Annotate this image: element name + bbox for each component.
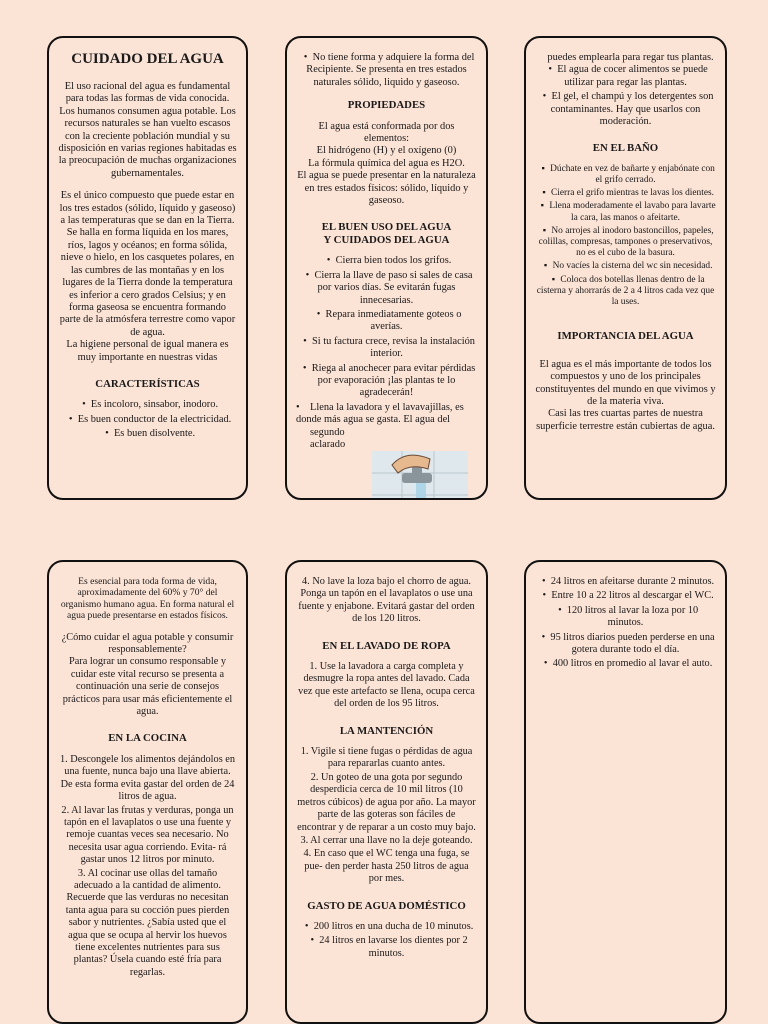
bullet-icon: ▪ — [542, 225, 547, 236]
bath-list — [535, 164, 716, 308]
importance-heading: IMPORTANCIA DEL AGUA — [557, 330, 694, 343]
maintenance-list — [297, 746, 476, 885]
consumption-list — [536, 576, 715, 671]
list-item: • 24 litros en afeitarse durante 2 minutos. — [536, 576, 715, 588]
list-item: 4. En caso que el WC tenga una fuga, se pue- den perder hasta 250 litros de agua por mes. — [303, 848, 470, 885]
bullet-icon: • — [326, 255, 331, 267]
list-item: ▪ Llena moderadamente el lavabo para lavarte la cara, las manos o afeitarte. — [535, 201, 716, 223]
list-item: 3. Al cerrar una llave no la deje goteando. — [300, 834, 473, 846]
list-item: • Llena la lavadora y el lavavajillas, es donde más agua se gasta. El agua del segundo aclarado — [296, 401, 464, 450]
kitchen-heading: EN LA COCINA — [108, 732, 187, 745]
list-item: • Es buen disolvente. — [58, 428, 237, 440]
answer-text: Para lograr un consumo responsable y cuidar este vital recurso se presenta a continuación una serie de consejos prácticos para usar más eficientemente el agua. — [62, 656, 233, 718]
bullet-icon: • — [296, 401, 300, 413]
list-item: • 400 litros en promedio al lavar el auto. — [536, 658, 715, 670]
bullet-icon: • — [304, 920, 309, 932]
question-text: ¿Cómo cuidar el agua potable y consumir responsablemente? — [61, 631, 234, 656]
bullet-icon: ▪ — [540, 201, 544, 212]
list-item: • Si tu factura crece, revisa la instalación interior. — [296, 336, 477, 361]
bullet-icon: • — [303, 52, 308, 63]
brochure-panel-kitchen — [47, 560, 248, 1024]
list-item: • Cierra la llave de paso si sales de casa por varios días. Se evitarán fugas innecesarias. — [296, 270, 477, 307]
list-item: • Repara inmediatamente goteos o averías. — [296, 309, 477, 334]
list-item: 1. Descongele los alimentos dejándolos en una fuente, nunca bajo una llave abierta. De esta forma evita gastar del orden de 24 litros de agua. — [59, 753, 235, 803]
bullet-icon: ▪ — [551, 274, 556, 285]
list-item: 2. Un goteo de una gota por segundo desperdicia cerca de 10 mil litros (10 metros cúbicos) de agua por año. La mayor parte de las goteras son fáciles de encontrar y de reparar a un costo muy bajo. — [297, 771, 476, 833]
list-item: • El agua de cocer alimentos se puede utilizar para regar las plantas. — [535, 64, 716, 89]
properties-line: El hidrógeno (H) y el oxígeno (0) — [316, 145, 457, 157]
bullet-icon: • — [302, 362, 307, 374]
bullet-icon: • — [310, 935, 315, 947]
list-item: • Cierra bien todos los grifos. — [296, 255, 477, 267]
list-item: • 95 litros diarios pueden perderse en una gotera durante todo el día. — [536, 632, 715, 657]
laundry-heading: EN EL LAVADO DE ROPA — [322, 639, 451, 652]
importance-paragraph: El agua es el más importante de todos los compuestos y uno de los principales constituyentes del mundo en que vivimos y de la materia viva. — [535, 358, 716, 407]
bullet-icon: • — [542, 590, 547, 602]
list-item: • 200 litros en una ducha de 10 minutos. — [297, 921, 476, 933]
brochure-panel-bath — [524, 36, 727, 500]
bullet-icon: • — [542, 576, 546, 587]
properties-line: El agua se puede presentar en la naturaleza en tres estados físicos: sólido, líquido y gaseoso. — [297, 170, 476, 207]
laundry-tip: 1. Use la lavadora a carga completa y desmugre la ropa antes del lavado. Cada vez que este artefacto se llena, ocupa cerca del orden de los 95 litros. — [298, 661, 475, 710]
bullet-icon: • — [541, 631, 546, 643]
list-item: ▪ No vacíes la cisterna del wc sin necesidad. — [535, 261, 716, 272]
form-bullet-list — [296, 52, 477, 89]
bullet-icon: ▪ — [543, 261, 548, 272]
bath-heading: EN EL BAÑO — [592, 142, 659, 155]
bullet-icon: • — [68, 413, 73, 425]
brochure-panel-laundry — [285, 560, 488, 1024]
states-paragraph: Es el único compuesto que puede estar en los tres estados (sólido, líquido y gaseoso) a las temperaturas que se dan en la Tierra. Se halla en forma líquida en los mares, ríos, lagos y océanos; en forma sólida, nieve o hielo, en los casquetes polares, en las cumbres de las montañas y en los lugares de la Tierra donde la temperatura es inferior a cero grados Celsius; y en forma gaseosa se encuentra formando parte de la atmósfera terrestre como vapor de agua. — [59, 190, 236, 338]
list-item: • Riega al anochecer para evitar pérdidas por evaporación ¡las plantas te lo agradecerán! — [296, 363, 477, 400]
faucet-icon — [372, 451, 468, 500]
characteristics-list — [58, 399, 237, 440]
list-item: ▪ Dúchate en vez de bañarte y enjabónate con el grifo cerrado. — [535, 164, 716, 186]
intro-paragraph: Es esencial para toda forma de vida, aproximadamente del 60% y 70° del organismo humano agua. En forma natural el agua puede presentarse en estados físicos. — [60, 576, 235, 622]
bullet-icon: • — [303, 335, 307, 347]
list-item: ▪ Cierra el grifo mientras te lavas los dientes. — [535, 188, 716, 199]
good-use-heading-line2: Y CUIDADOS DEL AGUA — [323, 233, 450, 246]
bullet-icon: • — [82, 399, 86, 411]
brochure-panel-properties — [285, 36, 488, 500]
bullet-icon: ▪ — [542, 188, 546, 199]
list-item: • El gel, el champú y los detergentes son contaminantes. Hay que usarlos con moderación. — [535, 91, 716, 128]
properties-line: El agua está conformada por dos elementos: — [318, 120, 455, 145]
list-item: 3. Al cocinar use ollas del tamaño adecuado a la cantidad de alimento. Recuerde que las verduras no necesitan tanta agua para su cocción pues pierden sabor y nutrientes. ¿Sabía usted que el agua que se ocupa al hervir los huevos tiene excelentes nutrientes para sus plantas? Úsela cuando esté fría para regarlas. — [65, 867, 230, 978]
maintenance-heading: LA MANTENCIÓN — [339, 724, 434, 737]
bullet-icon: • — [543, 658, 548, 670]
brochure-panel-cover — [47, 36, 248, 500]
properties-heading: PROPIEDADES — [347, 99, 426, 112]
list-item: ▪ No arrojes al inodoro bastoncillos, papeles, colillas, compresas, tampones o preservativos, no es el cubo de la basura. — [538, 225, 714, 259]
dishes-tip: 4. No lave la loza bajo el chorro de agua. Ponga un tapón en el lavaplatos o use una fuente y enjabone. Evitará gastar del orden de los 120 litros. — [298, 576, 475, 625]
importance-paragraph-2: Casi las tres cuartas partes de nuestra superficie terrestre están cubiertas de agua. — [536, 408, 715, 432]
list-item: • No tiene forma y adquiere la forma del Recipiente. Se presenta en tres estados naturales sólido, liquido y gaseoso. — [296, 52, 477, 89]
bullet-icon: ▪ — [541, 163, 545, 174]
hygiene-paragraph: La higiene personal de igual manera es muy importante en nuestras vidas — [66, 339, 229, 363]
list-item: • Entre 10 a 22 litros al descargar el WC. — [536, 590, 715, 602]
continuation-text: puedes emplearla para regar tus plantas. — [547, 52, 714, 63]
bullet-icon: • — [316, 308, 321, 320]
bullet-icon: • — [305, 269, 310, 281]
good-use-list — [296, 255, 477, 451]
bullet-icon: • — [105, 428, 109, 440]
bullet-icon: • — [558, 604, 562, 616]
list-item: 2. Al lavar las frutas y verduras, ponga un tapón en el lavaplatos o use una fuente y remoje cuantas veces sea necesario. No necesita usar agua corriendo. Evita- rá gastar unos 12 litros por minuto. — [61, 804, 234, 866]
properties-line: La fórmula química del agua es H2O. — [308, 157, 465, 169]
brochure-panel-consumption — [524, 560, 727, 1024]
good-use-heading: EL BUEN USO DEL AGUA — [321, 221, 452, 234]
list-item: • 120 litros al lavar la loza por 10 minutos. — [536, 605, 715, 630]
brochure-title: CUIDADO DEL AGUA — [71, 51, 224, 67]
domestic-list — [297, 921, 476, 960]
domestic-heading: GASTO DE AGUA DOMÉSTICO — [307, 899, 466, 912]
characteristics-heading: CARACTERÍSTICAS — [95, 377, 200, 390]
bullet-icon: • — [542, 91, 547, 103]
list-item: • Es incoloro, sinsabor, inodoro. — [58, 399, 237, 411]
list-item: 1. Vigile si tiene fugas o pérdidas de agua para repararlas cuanto antes. — [300, 746, 473, 770]
list-item: • Es buen conductor de la electricidad. — [58, 414, 237, 426]
list-item: • 24 litros en lavarse los dientes por 2 minutos. — [297, 935, 476, 960]
bullet-icon: • — [548, 64, 552, 76]
intro-paragraph: El uso racional del agua es fundamental para todas las formas de vida conocida. Los humanos consumen agua potable. Los recursos naturales se han vuelto escasos con la creciente población mundial y su disposición en varias regiones habitadas es la preocupación de muchas organizaciones gubernamentales. — [58, 81, 237, 179]
kitchen-list — [59, 754, 236, 979]
list-item: ▪ Coloca dos botellas llenas dentro de la cisterna y ahorrarás de 2 a 4 litros cada vez que la uses. — [536, 274, 715, 308]
tips-list — [535, 64, 716, 128]
